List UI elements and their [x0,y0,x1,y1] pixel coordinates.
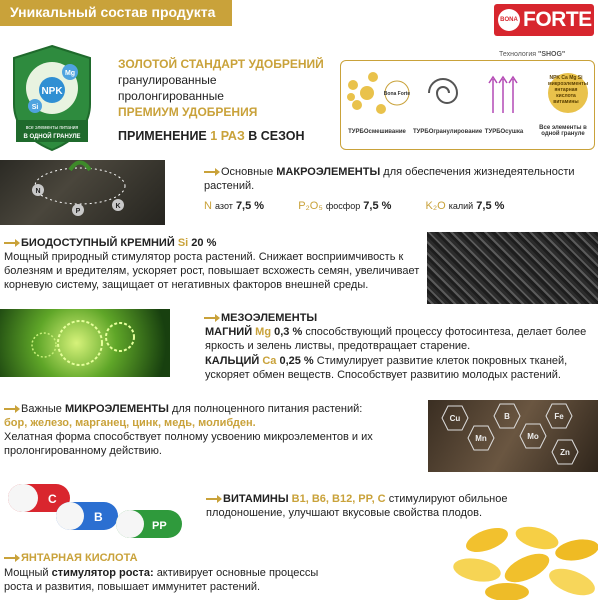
section-header: Уникальный состав продукта [0,0,232,26]
el-fe: Fe [554,412,564,421]
macro-values: N азот 7,5 % P₂O₅ фосфор 7,5 % K₂O калий 7,5 % [204,200,505,212]
hero-line1: гранулированные [118,73,217,87]
bona-logo-mark: BONA [498,9,520,31]
tech-label: Технология "SHOG" [499,51,566,58]
forte-wordmark: FORTE [523,8,592,31]
silicon-body: Мощный природный стимулятор роста растений. Снижает восприимчивость к болезням и вредителям, ускоряет рост, повышает всхожесть семян, увеличивает корневую систему, защищает от негативных факторов внешней среды. [4,251,420,291]
soil-image [0,160,165,225]
tech-side: NPK Ca Mg Si микроэлементы янтарная кислота витамины [548,75,588,105]
micro-list: бор, железо, марганец, цинк, медь, молибден. [4,417,256,429]
vitamins-text: ВИТАМИНЫ B1, B6, B12, PP, C стимулируют обильное [206,492,596,506]
brand-logo [494,4,594,36]
softgel-capsules-image [447,520,598,600]
capsule-b-label: B [94,510,103,524]
amber-body: Мощный стимулятор роста: активирует основные процессы роста и развития, повышает иммунитет растений. [4,567,319,593]
micro-image [428,400,598,472]
mg-label: Mg [64,70,76,77]
arrow-icon [4,557,18,559]
apply-c: В СЕЗОН [248,129,305,143]
npk-label: NPK [41,86,63,97]
tech-cap3: ТУРБОсушка [484,129,524,135]
tech-cap2: ТУРБОгранулирование [413,129,483,135]
arrow-up-icon [489,77,497,113]
el-cu: Cu [449,414,461,423]
soil-n-label: N [35,188,41,195]
tech-center-label: Bona Forte [383,91,411,97]
el-b: B [504,412,510,421]
apply-b: 1 РАЗ [210,129,245,143]
arrow-icon [4,242,18,244]
badge-line2: В ОДНОЙ ГРАНУЛЕ [23,134,81,140]
meso-title: МЕЗОЭЛЕМЕНТЫ [204,311,594,325]
vitamin-capsules-image [0,478,192,544]
hero-text [118,56,328,144]
hero-title: ЗОЛОТОЙ СТАНДАРТ УДОБРЕНИЙ [118,57,324,71]
tech-box [340,60,595,150]
apply-line [118,128,328,144]
amber-title: ЯНТАРНАЯ КИСЛОТА [4,551,424,565]
arrow-up-icon [509,77,517,113]
swirl-icon [429,79,457,103]
cells-image [0,309,170,377]
arrow-icon [206,498,220,500]
arrow-icon [4,408,18,410]
soil-p-label: P [75,208,81,215]
el-zn: Zn [560,448,570,457]
micro-title: Важные МИКРОЭЛЕМЕНТЫ для полноценного питания растений: [4,402,424,416]
tech-cap1: ТУРБОсмешивание [348,129,406,135]
silicon-title: БИОДОСТУПНЫЙ КРЕМНИЙ Si 20 % [4,236,424,250]
el-mn: Mn [475,434,487,443]
silicon-image [427,232,598,304]
badge-line1: все элементы питания [25,125,79,131]
capsule-pp-label: PP [152,520,167,532]
arrow-icon [204,171,218,173]
micro-body: Хелатная форма способствует полному усвоению микроэлементов и их пролонгированному действию. [4,431,373,457]
apply-a: ПРИМЕНЕНИЕ [118,129,207,143]
hero-line2: пролонгированные [118,89,224,103]
macro-text: Основные МАКРОЭЛЕМЕНТЫ для обеспечения жизнедеятельности растений. [204,166,575,192]
meso-ca: КАЛЬЦИЙ Ca 0,25 % Стимулирует развитие клеток покровных тканей, ускоряет обмен веществ. Способствует развитию молодых растений. [205,355,568,381]
arrow-up-icon [499,77,507,113]
hero-line3: ПРЕМИУМ УДОБРЕНИЯ [118,105,258,119]
si-label: Si [31,104,39,111]
vitamins-body: плодоношение, улучшают вкусовые свойства плодов. [206,507,482,519]
el-mo: Mo [527,432,539,441]
npk-badge [6,44,98,154]
capsule-c-label: C [48,492,57,506]
meso-mg: МАГНИЙ Mg 0,3 % способствующий процессу фотосинтеза, делает более яркость и зелень листвы, предотвращает старение. [205,326,587,352]
tech-cap4: Все элементы в одной грануле [539,125,587,137]
arrow-icon [204,317,218,319]
soil-k-label: K [115,203,121,210]
